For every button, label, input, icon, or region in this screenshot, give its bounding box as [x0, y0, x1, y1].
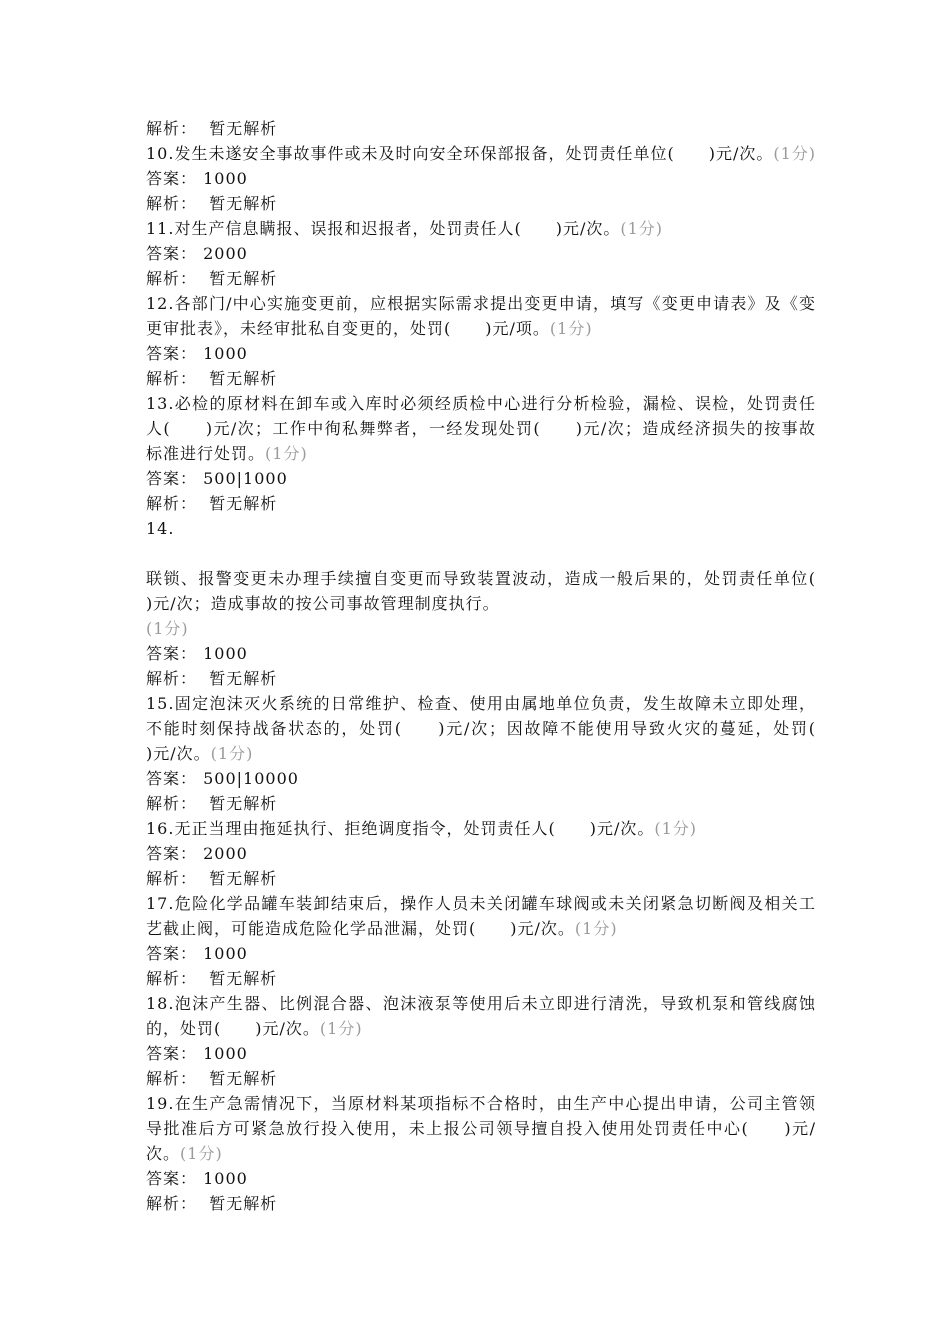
question-11 [146, 216, 816, 291]
answer-label: 答案： [146, 1169, 198, 1188]
answer-value: 500|1000 [203, 469, 288, 488]
analysis-line [146, 866, 816, 891]
analysis-line [146, 491, 816, 516]
question-body: 无正当理由拖延执行、拒绝调度指令，处罚责任人( )元/次。 [174, 819, 655, 838]
analysis-line [146, 1191, 816, 1216]
question-10 [146, 141, 816, 216]
question-body: 在生产急需情况下，当原材料某项指标不合格时，由生产中心提出申请，公司主管领导批准后方可紧急放行投入使用，未上报公司领导擅自投入使用处罚责任中心( )元/次。 [146, 1094, 816, 1163]
question-14 [146, 516, 851, 691]
answer-value: 2000 [203, 844, 248, 863]
question-body: 联锁、报警变更未办理手续擅自变更而导致装置波动，造成一般后果的，处罚责任单位( )元/次；造成事故的按公司事故管理制度执行。 [146, 569, 851, 613]
analysis-label: 解析： [146, 369, 198, 388]
question-text [146, 691, 851, 766]
question-score: (1分) [265, 444, 308, 463]
answer-value: 1000 [203, 1044, 248, 1063]
question-text [146, 216, 816, 241]
analysis-label: 解析： [146, 1194, 198, 1213]
answer-value: 500|10000 [203, 769, 299, 788]
answer-value: 1000 [203, 1169, 248, 1188]
answer-line [146, 766, 816, 791]
question-score: (1分) [620, 219, 664, 238]
question-number: 16. [146, 819, 175, 838]
answer-label: 答案： [146, 1044, 198, 1063]
answer-line [146, 641, 816, 666]
question-body: 危险化学品罐车装卸结束后，操作人员未关闭罐车球阀或未关闭紧急切断阀及相关工艺截止阀，可能造成危险化学品泄漏，处罚( )元/次。 [146, 894, 816, 938]
analysis-value: 暂无解析 [209, 794, 278, 813]
top-analysis-line [146, 116, 816, 141]
answer-label: 答案： [146, 344, 198, 363]
question-number: 13. [146, 394, 175, 413]
analysis-label: 解析： [146, 194, 198, 213]
analysis-value: 暂无解析 [209, 194, 278, 213]
analysis-line [146, 366, 816, 391]
question-number: 10. [146, 144, 175, 163]
question-number: 17. [146, 894, 175, 913]
answer-line [146, 341, 816, 366]
answer-label: 答案： [146, 944, 198, 963]
question-body: 发生未遂安全事故事件或未及时向安全环保部报备，处罚责任单位( )元/次。 [174, 144, 774, 163]
document-page [146, 116, 851, 1216]
question-number: 12. [146, 294, 175, 313]
question-body: 必检的原材料在卸车或入库时必须经质检中心进行分析检验，漏检、误检，处罚责任人( )元/次；工作中徇私舞弊者，一经发现处罚( )元/次；造成经济损失的按事故标准进行处罚。 [146, 394, 816, 463]
answer-label: 答案： [146, 169, 198, 188]
question-score: (1分) [319, 1019, 363, 1038]
analysis-line [146, 791, 816, 816]
question-score: (1分) [549, 319, 593, 338]
answer-label: 答案： [146, 469, 198, 488]
answer-line [146, 1166, 816, 1191]
question-number: 14. [146, 519, 175, 538]
analysis-line [146, 191, 816, 216]
question-17 [146, 891, 816, 991]
analysis-value: 暂无解析 [209, 669, 278, 688]
question-number: 19. [146, 1094, 175, 1113]
answer-line [146, 841, 816, 866]
question-text [146, 816, 816, 841]
question-text [146, 141, 816, 166]
question-score: (1分) [210, 744, 254, 763]
analysis-line [146, 666, 816, 691]
answer-label: 答案： [146, 769, 198, 788]
question-15 [146, 691, 851, 816]
answer-value: 1000 [203, 169, 248, 188]
answer-line [146, 241, 816, 266]
analysis-value: 暂无解析 [209, 1069, 278, 1088]
answer-label: 答案： [146, 244, 198, 263]
question-score: (1分) [773, 144, 817, 163]
analysis-line [146, 966, 816, 991]
question-number: 15. [146, 694, 175, 713]
analysis-label: 解析： [146, 669, 198, 688]
analysis-value: 暂无解析 [209, 869, 278, 888]
question-text [146, 991, 816, 1041]
analysis-line [146, 1066, 816, 1091]
question-19 [146, 1091, 816, 1216]
analysis-label: 解析： [146, 494, 198, 513]
analysis-label: 解析： [146, 869, 198, 888]
analysis-value: 暂无解析 [209, 969, 278, 988]
answer-line [146, 166, 816, 191]
question-body: 泡沫产生器、比例混合器、泡沫液泵等使用后未立即进行清洗，导致机泵和管线腐蚀的，处罚( )元/次。 [146, 994, 816, 1038]
answer-line [146, 466, 816, 491]
question-number: 11. [146, 219, 175, 238]
analysis-value: 暂无解析 [209, 269, 278, 288]
answer-value: 1000 [203, 344, 248, 363]
question-text [146, 291, 816, 341]
analysis-value: 暂无解析 [209, 119, 278, 138]
answer-value: 1000 [203, 644, 248, 663]
analysis-label: 解析： [146, 119, 198, 138]
question-number: 18. [146, 994, 175, 1013]
analysis-label: 解析： [146, 969, 198, 988]
question-score: (1分) [146, 619, 189, 638]
question-text [146, 391, 816, 466]
question-13 [146, 391, 816, 516]
question-score: (1分) [574, 919, 618, 938]
question-12 [146, 291, 816, 391]
blank-line [146, 541, 816, 566]
answer-line [146, 941, 816, 966]
analysis-label: 解析： [146, 269, 198, 288]
question-16 [146, 816, 816, 891]
analysis-label: 解析： [146, 794, 198, 813]
analysis-value: 暂无解析 [209, 369, 278, 388]
analysis-value: 暂无解析 [209, 494, 278, 513]
answer-label: 答案： [146, 644, 198, 663]
analysis-value: 暂无解析 [209, 1194, 278, 1213]
question-18 [146, 991, 816, 1091]
question-text [146, 1091, 816, 1166]
analysis-label: 解析： [146, 1069, 198, 1088]
question-body: 固定泡沫灭火系统的日常维护、检查、使用由属地单位负责，发生故障未立即处理，不能时刻保持战备状态的，处罚( )元/次；因故障不能使用导致火灾的蔓延，处罚( )元/次。 [146, 694, 851, 763]
question-score: (1分) [180, 1144, 223, 1163]
question-body: 各部门/中心实施变更前，应根据实际需求提出变更申请，填写《变更申请表》及《变更审批表》，未经审批私自变更的，处罚( )元/项。 [146, 294, 816, 338]
question-body: 对生产信息瞒报、误报和迟报者，处罚责任人( )元/次。 [174, 219, 621, 238]
answer-line [146, 1041, 816, 1066]
answer-value: 1000 [203, 944, 248, 963]
answer-value: 2000 [203, 244, 248, 263]
analysis-line [146, 266, 816, 291]
question-text [146, 891, 816, 941]
question-score: (1分) [654, 819, 698, 838]
answer-label: 答案： [146, 844, 198, 863]
